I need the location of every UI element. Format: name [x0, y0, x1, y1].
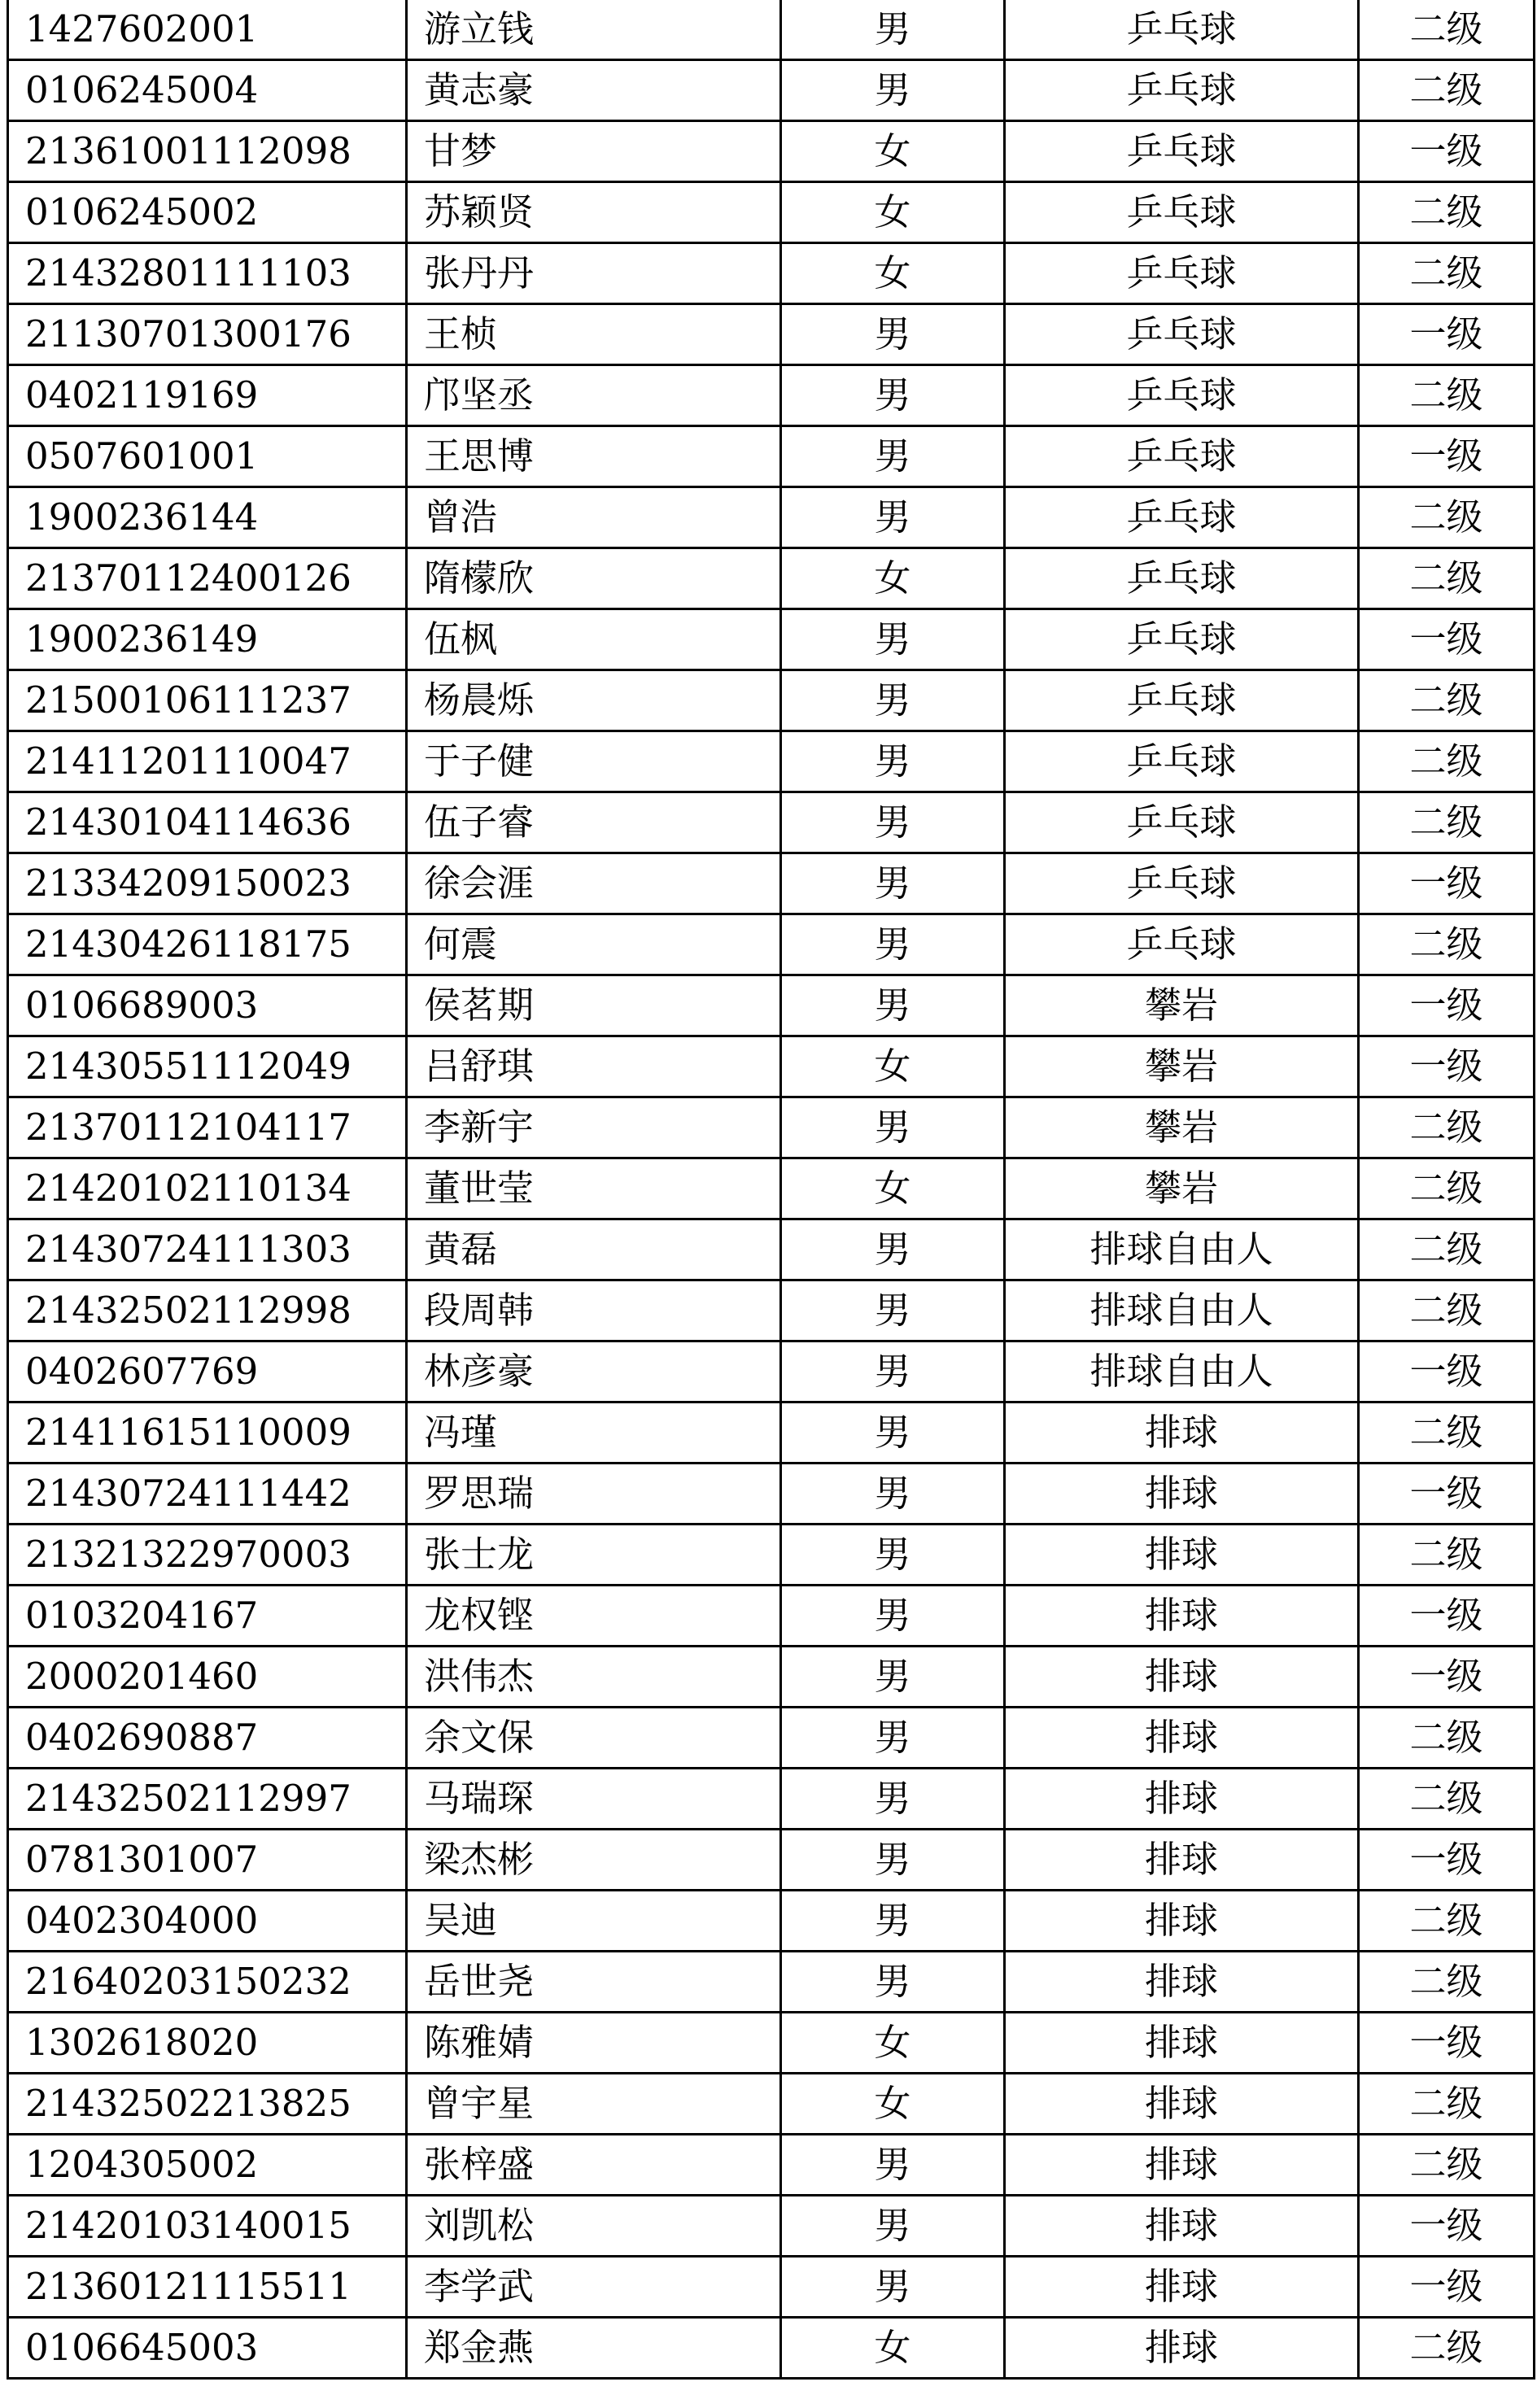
athlete-level-cell: 二级 [1359, 2318, 1535, 2379]
athlete-sport-cell: 攀岩 [1005, 1097, 1359, 1158]
athlete-level-cell: 二级 [1359, 1708, 1535, 1769]
athlete-id-cell: 21432502112998 [8, 1280, 407, 1341]
table-row [8, 182, 1535, 243]
athlete-name-cell: 马瑞琛 [407, 1769, 781, 1830]
athlete-id-cell: 1900236144 [8, 487, 407, 548]
athlete-name-cell: 吴迪 [407, 1891, 781, 1952]
athlete-name-cell: 陈雅婧 [407, 2013, 781, 2074]
athlete-gender-cell: 男 [781, 1769, 1005, 1830]
athlete-level-cell: 二级 [1359, 243, 1535, 304]
athlete-sport-cell: 排球 [1005, 1586, 1359, 1647]
athlete-name-cell: 李新宇 [407, 1097, 781, 1158]
athlete-level-cell: 二级 [1359, 792, 1535, 853]
table-row [8, 1830, 1535, 1891]
athlete-name-cell: 岳世尧 [407, 1952, 781, 2013]
athlete-sport-cell: 乒乓球 [1005, 487, 1359, 548]
athlete-gender-cell: 男 [781, 975, 1005, 1036]
athlete-level-cell: 二级 [1359, 1280, 1535, 1341]
athlete-gender-cell: 男 [781, 1586, 1005, 1647]
table-row [8, 1525, 1535, 1586]
athlete-name-cell: 隋檬欣 [407, 548, 781, 609]
athlete-id-cell: 1900236149 [8, 609, 407, 670]
athlete-sport-cell: 乒乓球 [1005, 609, 1359, 670]
athlete-gender-cell: 女 [781, 1036, 1005, 1097]
athlete-gender-cell: 男 [781, 1952, 1005, 2013]
athlete-id-cell: 21130701300176 [8, 304, 407, 365]
athlete-sport-cell: 排球 [1005, 1647, 1359, 1708]
athlete-gender-cell: 女 [781, 548, 1005, 609]
athlete-gender-cell: 男 [781, 1647, 1005, 1708]
athlete-name-cell: 曾浩 [407, 487, 781, 548]
athlete-level-cell: 二级 [1359, 487, 1535, 548]
athlete-name-cell: 邝坚丞 [407, 365, 781, 426]
athlete-sport-cell: 排球 [1005, 1891, 1359, 1952]
athlete-level-cell: 一级 [1359, 2013, 1535, 2074]
athlete-gender-cell: 男 [781, 1341, 1005, 1402]
athlete-id-cell: 0106689003 [8, 975, 407, 1036]
table-row [8, 121, 1535, 182]
athlete-gender-cell: 男 [781, 1280, 1005, 1341]
table-row [8, 2013, 1535, 2074]
athlete-gender-cell: 女 [781, 182, 1005, 243]
table-row [8, 1708, 1535, 1769]
table-row [8, 2135, 1535, 2196]
table-row [8, 365, 1535, 426]
athlete-name-cell: 张士龙 [407, 1525, 781, 1586]
table-row [8, 2196, 1535, 2257]
athlete-sport-cell: 排球 [1005, 2196, 1359, 2257]
athlete-id-cell: 21360121115511 [8, 2257, 407, 2318]
athlete-name-cell: 郑金燕 [407, 2318, 781, 2379]
athlete-name-cell: 罗思瑞 [407, 1464, 781, 1525]
athlete-sport-cell: 乒乓球 [1005, 243, 1359, 304]
athlete-gender-cell: 男 [781, 1891, 1005, 1952]
athlete-name-cell: 董世莹 [407, 1158, 781, 1219]
athlete-id-cell: 0103204167 [8, 1586, 407, 1647]
athlete-name-cell: 王思博 [407, 426, 781, 487]
athlete-gender-cell: 女 [781, 121, 1005, 182]
athlete-sport-cell: 排球 [1005, 1952, 1359, 2013]
table-row [8, 1402, 1535, 1464]
table-row [8, 1647, 1535, 1708]
table-row [8, 426, 1535, 487]
athlete-level-cell: 一级 [1359, 1586, 1535, 1647]
athlete-level-cell: 二级 [1359, 365, 1535, 426]
athlete-gender-cell: 男 [781, 304, 1005, 365]
athlete-level-cell: 一级 [1359, 1464, 1535, 1525]
table-row [8, 2257, 1535, 2318]
athlete-name-cell: 张梓盛 [407, 2135, 781, 2196]
athlete-gender-cell: 男 [781, 792, 1005, 853]
table-row [8, 304, 1535, 365]
athlete-id-cell: 0402304000 [8, 1891, 407, 1952]
athlete-id-cell: 1302618020 [8, 2013, 407, 2074]
athlete-level-cell: 一级 [1359, 1830, 1535, 1891]
athlete-id-cell: 21432502112997 [8, 1769, 407, 1830]
athlete-level-cell: 二级 [1359, 60, 1535, 121]
athlete-id-cell: 0106245004 [8, 60, 407, 121]
athlete-level-cell: 二级 [1359, 2135, 1535, 2196]
athlete-gender-cell: 男 [781, 60, 1005, 121]
athlete-name-cell: 冯瑾 [407, 1402, 781, 1464]
athlete-sport-cell: 乒乓球 [1005, 548, 1359, 609]
athlete-id-cell: 0402690887 [8, 1708, 407, 1769]
athlete-gender-cell: 男 [781, 1525, 1005, 1586]
athlete-gender-cell: 男 [781, 426, 1005, 487]
athlete-id-cell: 0402607769 [8, 1341, 407, 1402]
athlete-sport-cell: 乒乓球 [1005, 304, 1359, 365]
athlete-level-cell: 二级 [1359, 731, 1535, 792]
athlete-name-cell: 张丹丹 [407, 243, 781, 304]
athlete-gender-cell: 男 [781, 365, 1005, 426]
athlete-level-cell: 二级 [1359, 1891, 1535, 1952]
athlete-name-cell: 伍子睿 [407, 792, 781, 853]
athlete-sport-cell: 排球 [1005, 1402, 1359, 1464]
athlete-id-cell: 1204305002 [8, 2135, 407, 2196]
athlete-gender-cell: 男 [781, 1708, 1005, 1769]
athlete-id-cell: 21334209150023 [8, 853, 407, 914]
athlete-name-cell: 何震 [407, 914, 781, 975]
athlete-level-cell: 二级 [1359, 0, 1535, 60]
athlete-id-cell: 21500106111237 [8, 670, 407, 731]
athlete-sport-cell: 乒乓球 [1005, 60, 1359, 121]
athlete-level-cell: 二级 [1359, 1097, 1535, 1158]
athlete-sport-cell: 排球 [1005, 2318, 1359, 2379]
athlete-level-cell: 一级 [1359, 304, 1535, 365]
athlete-gender-cell: 男 [781, 853, 1005, 914]
athlete-gender-cell: 女 [781, 2074, 1005, 2135]
table-row [8, 609, 1535, 670]
athlete-sport-cell: 乒乓球 [1005, 121, 1359, 182]
athlete-level-cell: 一级 [1359, 853, 1535, 914]
athlete-id-cell: 21640203150232 [8, 1952, 407, 2013]
table-row [8, 1280, 1535, 1341]
athlete-gender-cell: 女 [781, 1158, 1005, 1219]
athlete-name-cell: 苏颖贤 [407, 182, 781, 243]
table-row [8, 1769, 1535, 1830]
athlete-id-cell: 0106245002 [8, 182, 407, 243]
athlete-sport-cell: 乒乓球 [1005, 426, 1359, 487]
athlete-id-cell: 21411201110047 [8, 731, 407, 792]
athlete-name-cell: 黄志豪 [407, 60, 781, 121]
athlete-id-cell: 0781301007 [8, 1830, 407, 1891]
table-row [8, 548, 1535, 609]
athlete-roster-table [7, 0, 1535, 2380]
table-row [8, 1158, 1535, 1219]
athlete-sport-cell: 排球 [1005, 1708, 1359, 1769]
athlete-sport-cell: 乒乓球 [1005, 0, 1359, 60]
athlete-id-cell: 21430551112049 [8, 1036, 407, 1097]
athlete-gender-cell: 男 [781, 914, 1005, 975]
athlete-sport-cell: 排球 [1005, 1464, 1359, 1525]
athlete-gender-cell: 男 [781, 731, 1005, 792]
athlete-name-cell: 侯茗期 [407, 975, 781, 1036]
athlete-id-cell: 21432801111103 [8, 243, 407, 304]
athlete-gender-cell: 男 [781, 2257, 1005, 2318]
athlete-level-cell: 二级 [1359, 1219, 1535, 1280]
table-row [8, 914, 1535, 975]
athlete-gender-cell: 男 [781, 487, 1005, 548]
athlete-sport-cell: 排球 [1005, 2013, 1359, 2074]
athlete-level-cell: 一级 [1359, 2257, 1535, 2318]
athlete-sport-cell: 乒乓球 [1005, 670, 1359, 731]
table-row [8, 792, 1535, 853]
athlete-id-cell: 21411615110009 [8, 1402, 407, 1464]
athlete-id-cell: 21370112104117 [8, 1097, 407, 1158]
athlete-gender-cell: 男 [781, 1219, 1005, 1280]
athlete-sport-cell: 攀岩 [1005, 1036, 1359, 1097]
table-row [8, 0, 1535, 60]
table-row [8, 1097, 1535, 1158]
table-row [8, 2318, 1535, 2379]
athlete-name-cell: 徐会涯 [407, 853, 781, 914]
table-row [8, 1464, 1535, 1525]
athlete-gender-cell: 男 [781, 1402, 1005, 1464]
athlete-name-cell: 于子健 [407, 731, 781, 792]
athlete-name-cell: 洪伟杰 [407, 1647, 781, 1708]
athlete-sport-cell: 乒乓球 [1005, 365, 1359, 426]
athlete-id-cell: 21430724111442 [8, 1464, 407, 1525]
table-row [8, 243, 1535, 304]
table-row [8, 1219, 1535, 1280]
athlete-level-cell: 一级 [1359, 1341, 1535, 1402]
athlete-sport-cell: 乒乓球 [1005, 853, 1359, 914]
athlete-level-cell: 一级 [1359, 2196, 1535, 2257]
table-row [8, 1586, 1535, 1647]
athlete-id-cell: 21361001112098 [8, 121, 407, 182]
athlete-gender-cell: 男 [781, 2135, 1005, 2196]
athlete-gender-cell: 男 [781, 1830, 1005, 1891]
athlete-level-cell: 二级 [1359, 1402, 1535, 1464]
athlete-gender-cell: 女 [781, 2318, 1005, 2379]
athlete-name-cell: 伍枫 [407, 609, 781, 670]
athlete-name-cell: 吕舒琪 [407, 1036, 781, 1097]
athlete-level-cell: 二级 [1359, 548, 1535, 609]
athlete-gender-cell: 男 [781, 2196, 1005, 2257]
table-row [8, 2074, 1535, 2135]
athlete-level-cell: 二级 [1359, 1952, 1535, 2013]
athlete-gender-cell: 男 [781, 670, 1005, 731]
athlete-id-cell: 0106645003 [8, 2318, 407, 2379]
athlete-level-cell: 一级 [1359, 426, 1535, 487]
athlete-id-cell: 21420103140015 [8, 2196, 407, 2257]
athlete-name-cell: 杨晨烁 [407, 670, 781, 731]
athlete-level-cell: 二级 [1359, 1525, 1535, 1586]
athlete-id-cell: 21370112400126 [8, 548, 407, 609]
athlete-sport-cell: 排球 [1005, 1525, 1359, 1586]
table-row [8, 975, 1535, 1036]
table-row [8, 1891, 1535, 1952]
table-row [8, 487, 1535, 548]
athlete-name-cell: 林彦豪 [407, 1341, 781, 1402]
athlete-level-cell: 一级 [1359, 1036, 1535, 1097]
athlete-id-cell: 21430426118175 [8, 914, 407, 975]
athlete-level-cell: 二级 [1359, 670, 1535, 731]
athlete-gender-cell: 男 [781, 609, 1005, 670]
athlete-sport-cell: 排球 [1005, 1830, 1359, 1891]
athlete-level-cell: 二级 [1359, 2074, 1535, 2135]
roster-body [8, 0, 1535, 2379]
athlete-name-cell: 曾宇星 [407, 2074, 781, 2135]
athlete-id-cell: 21321322970003 [8, 1525, 407, 1586]
athlete-level-cell: 一级 [1359, 121, 1535, 182]
athlete-sport-cell: 排球自由人 [1005, 1219, 1359, 1280]
athlete-sport-cell: 排球 [1005, 1769, 1359, 1830]
athlete-name-cell: 李学武 [407, 2257, 781, 2318]
athlete-id-cell: 2000201460 [8, 1647, 407, 1708]
athlete-name-cell: 刘凯松 [407, 2196, 781, 2257]
athlete-level-cell: 一级 [1359, 609, 1535, 670]
athlete-level-cell: 一级 [1359, 975, 1535, 1036]
athlete-id-cell: 1427602001 [8, 0, 407, 60]
athlete-sport-cell: 乒乓球 [1005, 914, 1359, 975]
athlete-name-cell: 段周韩 [407, 1280, 781, 1341]
athlete-level-cell: 二级 [1359, 1769, 1535, 1830]
athlete-id-cell: 0507601001 [8, 426, 407, 487]
athlete-level-cell: 二级 [1359, 1158, 1535, 1219]
table-row [8, 1952, 1535, 2013]
table-row [8, 670, 1535, 731]
athlete-name-cell: 甘梦 [407, 121, 781, 182]
athlete-sport-cell: 攀岩 [1005, 1158, 1359, 1219]
athlete-sport-cell: 排球 [1005, 2257, 1359, 2318]
athlete-sport-cell: 乒乓球 [1005, 792, 1359, 853]
athlete-name-cell: 梁杰彬 [407, 1830, 781, 1891]
table-row [8, 731, 1535, 792]
athlete-id-cell: 21430724111303 [8, 1219, 407, 1280]
athlete-sport-cell: 攀岩 [1005, 975, 1359, 1036]
table-row [8, 60, 1535, 121]
athlete-sport-cell: 排球自由人 [1005, 1280, 1359, 1341]
athlete-level-cell: 二级 [1359, 182, 1535, 243]
athlete-sport-cell: 排球 [1005, 2135, 1359, 2196]
athlete-gender-cell: 男 [781, 1464, 1005, 1525]
athlete-id-cell: 21430104114636 [8, 792, 407, 853]
athlete-level-cell: 一级 [1359, 1647, 1535, 1708]
athlete-name-cell: 游立钱 [407, 0, 781, 60]
athlete-gender-cell: 男 [781, 0, 1005, 60]
table-row [8, 853, 1535, 914]
table-row [8, 1341, 1535, 1402]
athlete-gender-cell: 女 [781, 2013, 1005, 2074]
athlete-sport-cell: 排球自由人 [1005, 1341, 1359, 1402]
athlete-gender-cell: 女 [781, 243, 1005, 304]
table-row [8, 1036, 1535, 1097]
athlete-gender-cell: 男 [781, 1097, 1005, 1158]
athlete-name-cell: 王桢 [407, 304, 781, 365]
athlete-id-cell: 0402119169 [8, 365, 407, 426]
athlete-name-cell: 余文保 [407, 1708, 781, 1769]
athlete-name-cell: 龙权铿 [407, 1586, 781, 1647]
athlete-id-cell: 21432502213825 [8, 2074, 407, 2135]
athlete-sport-cell: 排球 [1005, 2074, 1359, 2135]
athlete-sport-cell: 乒乓球 [1005, 731, 1359, 792]
athlete-id-cell: 21420102110134 [8, 1158, 407, 1219]
athlete-level-cell: 二级 [1359, 914, 1535, 975]
athlete-name-cell: 黄磊 [407, 1219, 781, 1280]
athlete-sport-cell: 乒乓球 [1005, 182, 1359, 243]
